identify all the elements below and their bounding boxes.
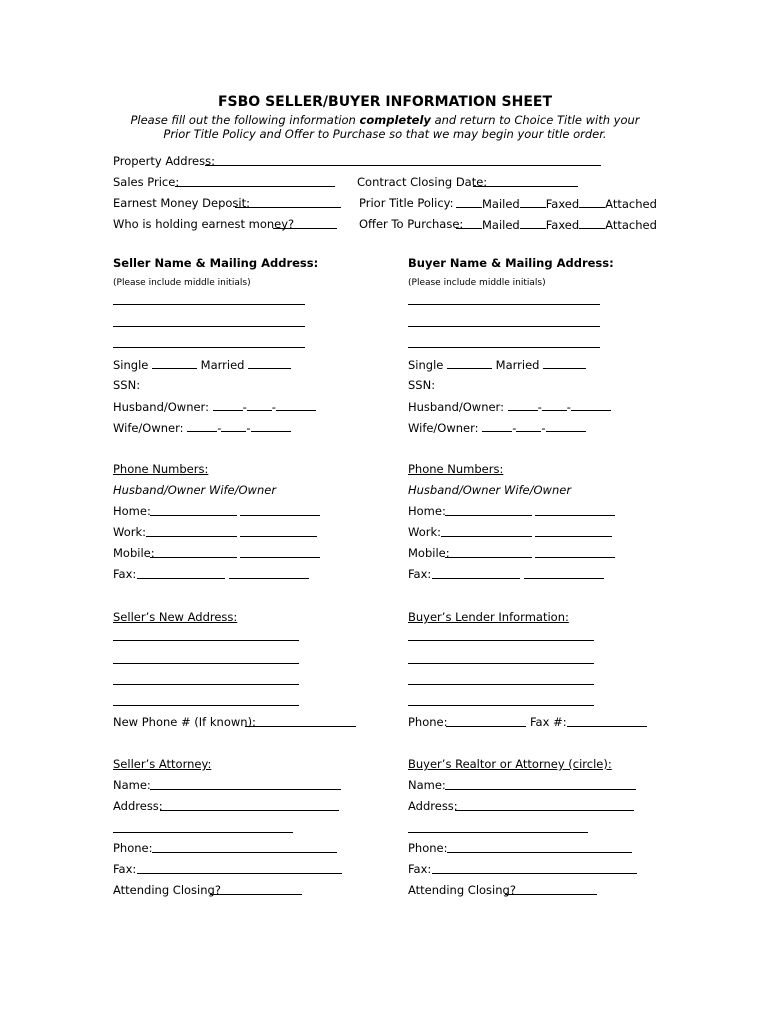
buyer-heading: Buyer Name & Mailing Address: xyxy=(408,256,614,270)
sales-price-label: Sales Price: xyxy=(113,175,180,189)
seller-home-husband-field[interactable] xyxy=(150,515,237,516)
buyer-note: (Please include middle initials) xyxy=(408,278,546,288)
buyer-lender-line-4[interactable] xyxy=(408,705,594,706)
buyer-wife-ssn-part-2[interactable] xyxy=(516,420,541,432)
buyer-realtor-address-label: Address: xyxy=(408,799,458,813)
buyer-wife-ssn-part-1[interactable] xyxy=(482,420,512,432)
seller-attorney-fax-label: Fax: xyxy=(113,862,137,876)
buyer-fax-wife-field[interactable] xyxy=(524,578,604,579)
sales-price-field[interactable] xyxy=(175,186,335,187)
instructions-line-2: Prior Title Policy and Offer to Purchase so that we may begin your title order. xyxy=(163,127,607,141)
seller-attorney-phone-field[interactable] xyxy=(152,852,337,853)
seller-wife-ssn-part-2[interactable] xyxy=(221,420,246,432)
seller-phone-heading: Phone Numbers: xyxy=(113,462,209,476)
buyer-address-line-3[interactable] xyxy=(408,347,600,348)
earnest-deposit-label: Earnest Money Deposit: xyxy=(113,196,250,210)
seller-married-field[interactable] xyxy=(248,357,291,369)
who-holding-label: Who is holding earnest money? xyxy=(113,217,295,231)
buyer-attending-label: Attending Closing? xyxy=(408,883,516,897)
seller-fax-wife-field[interactable] xyxy=(229,578,309,579)
buyer-husband-ssn-part-2[interactable] xyxy=(542,399,567,411)
seller-new-address-line-2[interactable] xyxy=(113,663,299,664)
buyer-lender-heading: Buyer’s Lender Information: xyxy=(408,610,569,624)
seller-attorney-phone-label: Phone: xyxy=(113,841,153,855)
seller-attorney-name-label: Name: xyxy=(113,778,151,792)
instructions-line-1: Please fill out the following information completely and return to Choice Title with your xyxy=(130,113,640,127)
buyer-phone-heading: Phone Numbers: xyxy=(408,462,504,476)
seller-new-phone-field[interactable] xyxy=(245,726,356,727)
seller-marital: Single Married xyxy=(113,357,291,372)
seller-new-address-line-1[interactable] xyxy=(113,640,299,641)
prior-title-faxed-blank[interactable] xyxy=(520,196,546,208)
prior-title-attached-blank[interactable] xyxy=(579,196,605,208)
buyer-mobile-label: Mobile: xyxy=(408,546,450,560)
seller-address-line-1[interactable] xyxy=(113,304,305,305)
buyer-realtor-name-label: Name: xyxy=(408,778,446,792)
buyer-realtor-phone-field[interactable] xyxy=(447,852,632,853)
buyer-phone-subheading: Husband/Owner Wife/Owner xyxy=(408,483,572,497)
seller-attorney-address-field[interactable] xyxy=(160,810,339,811)
buyer-work-wife-field[interactable] xyxy=(535,536,612,537)
buyer-realtor-address-field[interactable] xyxy=(455,810,634,811)
buyer-fax-husband-field[interactable] xyxy=(432,578,520,579)
page-title: FSBO SELLER/BUYER INFORMATION SHEET xyxy=(217,94,552,110)
earnest-deposit-field[interactable] xyxy=(235,207,341,208)
offer-attached-blank[interactable] xyxy=(579,217,605,229)
offer-mailed-blank[interactable] xyxy=(456,217,482,229)
seller-attending-label: Attending Closing? xyxy=(113,883,221,897)
seller-wife-ssn: Wife/Owner: - - xyxy=(113,420,291,435)
seller-mobile-wife-field[interactable] xyxy=(240,557,320,558)
buyer-married-field[interactable] xyxy=(543,357,586,369)
buyer-mobile-husband-field[interactable] xyxy=(445,557,532,558)
seller-heading: Seller Name & Mailing Address: xyxy=(113,256,319,270)
seller-single-field[interactable] xyxy=(152,357,197,369)
buyer-realtor-fax-label: Fax: xyxy=(408,862,432,876)
buyer-lender-phone-field[interactable] xyxy=(446,726,526,727)
seller-new-address-heading: Seller’s New Address: xyxy=(113,610,238,624)
seller-new-address-line-3[interactable] xyxy=(113,684,299,685)
who-holding-field[interactable] xyxy=(273,228,337,229)
buyer-lender-line-2[interactable] xyxy=(408,663,594,664)
buyer-fax-label: Fax: xyxy=(408,567,432,581)
seller-husband-ssn-part-2[interactable] xyxy=(247,399,272,411)
buyer-single-field[interactable] xyxy=(447,357,492,369)
seller-fax-label: Fax: xyxy=(113,567,137,581)
seller-home-wife-field[interactable] xyxy=(240,515,320,516)
buyer-mobile-wife-field[interactable] xyxy=(535,557,615,558)
buyer-lender-fax-field[interactable] xyxy=(567,726,647,727)
buyer-lender-phone-label: Phone: xyxy=(408,715,448,729)
seller-attorney-address-label: Address: xyxy=(113,799,163,813)
mailed-label: Mailed xyxy=(482,218,520,232)
buyer-address-line-2[interactable] xyxy=(408,326,600,327)
buyer-husband-ssn-part-3[interactable] xyxy=(571,399,611,411)
seller-attending-field[interactable] xyxy=(210,894,302,895)
buyer-husband-ssn-part-1[interactable] xyxy=(508,399,538,411)
buyer-realtor-name-field[interactable] xyxy=(445,789,636,790)
seller-work-husband-field[interactable] xyxy=(146,536,237,537)
buyer-home-wife-field[interactable] xyxy=(535,515,615,516)
buyer-address-line-1[interactable] xyxy=(408,304,600,305)
buyer-lender-line-1[interactable] xyxy=(408,640,594,641)
property-address-label: Property Address: xyxy=(113,154,215,168)
attached-label: Attached xyxy=(605,218,657,232)
seller-new-phone-label: New Phone # (If known): xyxy=(113,715,256,729)
buyer-husband-ssn: Husband/Owner: - - xyxy=(408,399,611,414)
mailed-label: Mailed xyxy=(482,197,520,211)
buyer-realtor-fax-field[interactable] xyxy=(432,873,637,874)
buyer-realtor-heading: Buyer’s Realtor or Attorney (circle): xyxy=(408,757,612,771)
seller-ssn-label: SSN: xyxy=(113,378,141,392)
buyer-ssn-label: SSN: xyxy=(408,378,436,392)
seller-wife-ssn-part-1[interactable] xyxy=(187,420,217,432)
prior-title-label: Prior Title Policy: xyxy=(359,196,454,210)
seller-address-line-2[interactable] xyxy=(113,326,305,327)
seller-attorney-name-field[interactable] xyxy=(150,789,341,790)
seller-work-wife-field[interactable] xyxy=(240,536,317,537)
seller-husband-ssn-part-3[interactable] xyxy=(276,399,316,411)
attached-label: Attached xyxy=(605,197,657,211)
seller-fax-husband-field[interactable] xyxy=(137,578,225,579)
seller-work-label: Work: xyxy=(113,525,146,539)
contract-closing-label: Contract Closing Date: xyxy=(357,175,488,189)
buyer-work-husband-field[interactable] xyxy=(441,536,532,537)
contract-closing-field[interactable] xyxy=(473,186,578,187)
prior-title-options[interactable] xyxy=(456,196,657,211)
offer-faxed-blank[interactable] xyxy=(520,217,546,229)
buyer-realtor-address-line-2[interactable] xyxy=(408,832,588,833)
seller-mobile-husband-field[interactable] xyxy=(150,557,237,558)
buyer-lender-fax-label: Fax #: xyxy=(530,715,567,729)
seller-wife-ssn-part-3[interactable] xyxy=(251,420,291,432)
seller-husband-ssn-part-1[interactable] xyxy=(213,399,243,411)
buyer-attending-field[interactable] xyxy=(505,894,597,895)
seller-attorney-heading: Seller’s Attorney: xyxy=(113,757,212,771)
seller-note: (Please include middle initials) xyxy=(113,278,251,288)
buyer-marital: Single Married xyxy=(408,357,586,372)
buyer-home-husband-field[interactable] xyxy=(445,515,532,516)
buyer-realtor-phone-label: Phone: xyxy=(408,841,448,855)
seller-mobile-label: Mobile: xyxy=(113,546,155,560)
faxed-label: Faxed xyxy=(545,218,580,232)
seller-phone-subheading: Husband/Owner Wife/Owner xyxy=(113,483,277,497)
seller-husband-ssn: Husband/Owner: - - xyxy=(113,399,316,414)
prior-title-mailed-blank[interactable] xyxy=(456,196,482,208)
buyer-lender-line-3[interactable] xyxy=(408,684,594,685)
seller-home-label: Home: xyxy=(113,504,151,518)
buyer-work-label: Work: xyxy=(408,525,441,539)
seller-attorney-fax-field[interactable] xyxy=(137,873,342,874)
offer-purchase-label: Offer To Purchase: xyxy=(359,217,464,231)
seller-new-address-line-4[interactable] xyxy=(113,705,299,706)
buyer-wife-ssn-part-3[interactable] xyxy=(546,420,586,432)
seller-address-line-3[interactable] xyxy=(113,347,305,348)
offer-purchase-options[interactable] xyxy=(456,217,657,232)
faxed-label: Faxed xyxy=(545,197,580,211)
property-address-field[interactable] xyxy=(205,165,601,166)
seller-attorney-address-line-2[interactable] xyxy=(113,832,293,833)
buyer-wife-ssn: Wife/Owner: - - xyxy=(408,420,586,435)
buyer-home-label: Home: xyxy=(408,504,446,518)
